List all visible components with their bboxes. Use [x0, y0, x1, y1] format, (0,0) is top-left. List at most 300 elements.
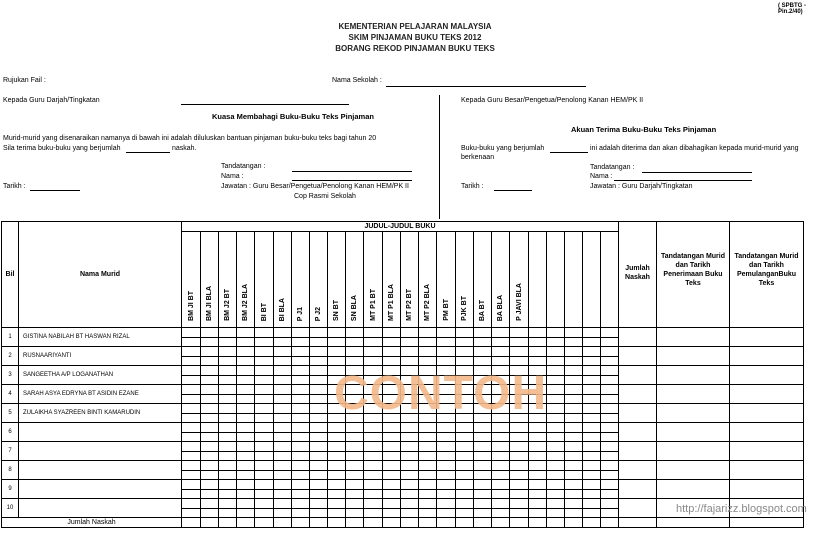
book-cell[interactable] — [492, 423, 510, 433]
book-cell[interactable] — [583, 433, 601, 442]
book-cell[interactable] — [456, 328, 474, 338]
book-cell[interactable] — [419, 490, 437, 499]
book-cell[interactable] — [292, 499, 310, 509]
jumlah-cell[interactable] — [619, 423, 657, 442]
book-cell[interactable] — [219, 490, 237, 499]
book-cell[interactable] — [182, 357, 201, 366]
book-cell[interactable] — [529, 490, 547, 499]
book-cell[interactable] — [437, 442, 456, 452]
book-cell[interactable] — [456, 433, 474, 442]
left-tandatangan-line[interactable] — [292, 171, 412, 172]
book-cell[interactable] — [510, 480, 529, 490]
footer-cell[interactable] — [419, 518, 437, 528]
book-cell[interactable] — [328, 509, 346, 518]
book-cell[interactable] — [437, 328, 456, 338]
book-cell[interactable] — [583, 423, 601, 433]
book-cell[interactable] — [401, 452, 419, 461]
book-cell[interactable] — [474, 347, 492, 357]
row-nama[interactable]: SANGEETHA A/P LOGANATHAN — [19, 366, 182, 385]
book-cell[interactable] — [510, 509, 529, 518]
book-cell[interactable] — [310, 338, 328, 347]
book-cell[interactable] — [274, 461, 292, 471]
book-cell[interactable] — [383, 328, 401, 338]
jumlah-cell[interactable] — [619, 480, 657, 499]
book-cell[interactable] — [274, 395, 292, 404]
book-cell[interactable] — [255, 490, 274, 499]
right-count-line[interactable] — [550, 152, 588, 153]
book-cell[interactable] — [601, 423, 619, 433]
book-cell[interactable] — [310, 433, 328, 442]
book-cell[interactable] — [456, 480, 474, 490]
book-cell[interactable] — [219, 366, 237, 376]
book-cell[interactable] — [383, 480, 401, 490]
book-cell[interactable] — [510, 433, 529, 442]
book-cell[interactable] — [255, 395, 274, 404]
book-cell[interactable] — [274, 366, 292, 376]
jumlah-cell[interactable] — [619, 347, 657, 366]
book-cell[interactable] — [328, 328, 346, 338]
tt-pulang-cell[interactable] — [730, 366, 804, 385]
footer-cell[interactable] — [456, 518, 474, 528]
book-cell[interactable] — [583, 357, 601, 366]
book-cell[interactable] — [474, 423, 492, 433]
book-cell[interactable] — [419, 328, 437, 338]
book-cell[interactable] — [274, 509, 292, 518]
book-cell[interactable] — [529, 357, 547, 366]
book-cell[interactable] — [601, 338, 619, 347]
book-cell[interactable] — [383, 423, 401, 433]
book-cell[interactable] — [255, 366, 274, 376]
book-cell[interactable] — [510, 452, 529, 461]
book-cell[interactable] — [401, 480, 419, 490]
book-cell[interactable] — [219, 509, 237, 518]
book-cell[interactable] — [255, 414, 274, 423]
book-cell[interactable] — [474, 509, 492, 518]
book-cell[interactable] — [492, 471, 510, 480]
book-cell[interactable] — [346, 357, 364, 366]
book-cell[interactable] — [292, 366, 310, 376]
book-cell[interactable] — [237, 366, 255, 376]
book-cell[interactable] — [529, 509, 547, 518]
book-cell[interactable] — [401, 442, 419, 452]
book-cell[interactable] — [310, 395, 328, 404]
jumlah-cell[interactable] — [619, 442, 657, 461]
book-cell[interactable] — [547, 490, 565, 499]
book-cell[interactable] — [328, 471, 346, 480]
book-cell[interactable] — [274, 433, 292, 442]
book-cell[interactable] — [292, 395, 310, 404]
book-cell[interactable] — [346, 480, 364, 490]
footer-cell[interactable] — [730, 518, 804, 528]
book-cell[interactable] — [601, 442, 619, 452]
book-cell[interactable] — [237, 471, 255, 480]
book-cell[interactable] — [383, 357, 401, 366]
book-cell[interactable] — [456, 461, 474, 471]
book-cell[interactable] — [565, 347, 583, 357]
footer-cell[interactable] — [346, 518, 364, 528]
book-cell[interactable] — [310, 385, 328, 395]
book-cell[interactable] — [456, 423, 474, 433]
book-cell[interactable] — [601, 414, 619, 423]
book-cell[interactable] — [529, 442, 547, 452]
book-cell[interactable] — [292, 357, 310, 366]
book-cell[interactable] — [547, 414, 565, 423]
book-cell[interactable] — [383, 442, 401, 452]
book-cell[interactable] — [346, 471, 364, 480]
book-cell[interactable] — [474, 490, 492, 499]
book-cell[interactable] — [274, 471, 292, 480]
row-nama[interactable] — [19, 499, 182, 518]
book-cell[interactable] — [419, 347, 437, 357]
book-cell[interactable] — [547, 385, 565, 395]
book-cell[interactable] — [437, 471, 456, 480]
book-cell[interactable] — [346, 442, 364, 452]
book-cell[interactable] — [510, 423, 529, 433]
book-cell[interactable] — [474, 433, 492, 442]
right-tarikh-line[interactable] — [494, 190, 532, 191]
left-count-line[interactable] — [126, 152, 170, 153]
book-cell[interactable] — [547, 461, 565, 471]
book-cell[interactable] — [255, 499, 274, 509]
row-nama[interactable]: SARAH ASYA EDRYNA BT ASIDIN EZANE — [19, 385, 182, 404]
book-cell[interactable] — [547, 471, 565, 480]
book-cell[interactable] — [255, 509, 274, 518]
book-cell[interactable] — [182, 395, 201, 404]
book-cell[interactable] — [364, 338, 383, 347]
book-cell[interactable] — [310, 404, 328, 414]
book-cell[interactable] — [328, 490, 346, 499]
book-cell[interactable] — [237, 347, 255, 357]
book-cell[interactable] — [529, 471, 547, 480]
book-cell[interactable] — [529, 423, 547, 433]
tt-pulang-cell[interactable] — [730, 461, 804, 480]
book-cell[interactable] — [364, 461, 383, 471]
book-cell[interactable] — [474, 471, 492, 480]
book-cell[interactable] — [437, 461, 456, 471]
book-cell[interactable] — [274, 376, 292, 385]
tt-terima-cell[interactable] — [657, 423, 730, 442]
book-cell[interactable] — [401, 347, 419, 357]
book-cell[interactable] — [437, 509, 456, 518]
book-cell[interactable] — [201, 471, 219, 480]
tt-terima-cell[interactable] — [657, 385, 730, 404]
book-cell[interactable] — [583, 366, 601, 376]
book-cell[interactable] — [547, 357, 565, 366]
book-cell[interactable] — [401, 471, 419, 480]
left-to-line[interactable] — [181, 104, 349, 105]
book-cell[interactable] — [182, 404, 201, 414]
book-cell[interactable] — [364, 509, 383, 518]
book-cell[interactable] — [419, 509, 437, 518]
book-cell[interactable] — [201, 357, 219, 366]
book-cell[interactable] — [310, 347, 328, 357]
book-cell[interactable] — [219, 338, 237, 347]
book-cell[interactable] — [364, 499, 383, 509]
book-cell[interactable] — [565, 338, 583, 347]
book-cell[interactable] — [292, 347, 310, 357]
book-cell[interactable] — [565, 423, 583, 433]
book-cell[interactable] — [201, 499, 219, 509]
book-cell[interactable] — [237, 499, 255, 509]
jumlah-cell[interactable] — [619, 404, 657, 423]
book-cell[interactable] — [547, 433, 565, 442]
book-cell[interactable] — [565, 471, 583, 480]
book-cell[interactable] — [219, 433, 237, 442]
row-nama[interactable] — [19, 480, 182, 499]
book-cell[interactable] — [583, 376, 601, 385]
book-cell[interactable] — [529, 499, 547, 509]
book-cell[interactable] — [456, 347, 474, 357]
book-cell[interactable] — [364, 452, 383, 461]
book-cell[interactable] — [510, 499, 529, 509]
jumlah-cell[interactable] — [619, 328, 657, 347]
book-cell[interactable] — [583, 385, 601, 395]
book-cell[interactable] — [328, 433, 346, 442]
book-cell[interactable] — [401, 490, 419, 499]
footer-cell[interactable] — [583, 518, 601, 528]
book-cell[interactable] — [274, 490, 292, 499]
book-cell[interactable] — [456, 499, 474, 509]
book-cell[interactable] — [346, 328, 364, 338]
book-cell[interactable] — [510, 347, 529, 357]
book-cell[interactable] — [292, 414, 310, 423]
book-cell[interactable] — [182, 414, 201, 423]
book-cell[interactable] — [310, 376, 328, 385]
book-cell[interactable] — [255, 423, 274, 433]
book-cell[interactable] — [274, 404, 292, 414]
book-cell[interactable] — [547, 442, 565, 452]
book-cell[interactable] — [565, 414, 583, 423]
book-cell[interactable] — [310, 509, 328, 518]
book-cell[interactable] — [201, 490, 219, 499]
book-cell[interactable] — [401, 499, 419, 509]
book-cell[interactable] — [419, 442, 437, 452]
book-cell[interactable] — [437, 433, 456, 442]
footer-cell[interactable] — [328, 518, 346, 528]
book-cell[interactable] — [456, 509, 474, 518]
book-cell[interactable] — [601, 471, 619, 480]
book-cell[interactable] — [601, 499, 619, 509]
tt-pulang-cell[interactable] — [730, 404, 804, 423]
book-cell[interactable] — [237, 480, 255, 490]
book-cell[interactable] — [601, 328, 619, 338]
book-cell[interactable] — [601, 509, 619, 518]
book-cell[interactable] — [419, 357, 437, 366]
book-cell[interactable] — [182, 509, 201, 518]
book-cell[interactable] — [601, 461, 619, 471]
book-cell[interactable] — [201, 404, 219, 414]
book-cell[interactable] — [201, 433, 219, 442]
book-cell[interactable] — [274, 423, 292, 433]
footer-cell[interactable] — [310, 518, 328, 528]
book-cell[interactable] — [219, 452, 237, 461]
book-cell[interactable] — [255, 433, 274, 442]
book-cell[interactable] — [292, 452, 310, 461]
book-cell[interactable] — [346, 452, 364, 461]
book-cell[interactable] — [201, 423, 219, 433]
book-cell[interactable] — [474, 442, 492, 452]
book-cell[interactable] — [565, 328, 583, 338]
book-cell[interactable] — [292, 509, 310, 518]
book-cell[interactable] — [456, 357, 474, 366]
book-cell[interactable] — [419, 452, 437, 461]
book-cell[interactable] — [255, 452, 274, 461]
book-cell[interactable] — [328, 480, 346, 490]
book-cell[interactable] — [510, 471, 529, 480]
tt-terima-cell[interactable] — [657, 404, 730, 423]
book-cell[interactable] — [182, 385, 201, 395]
book-cell[interactable] — [237, 385, 255, 395]
book-cell[interactable] — [328, 499, 346, 509]
tt-terima-cell[interactable] — [657, 461, 730, 480]
book-cell[interactable] — [565, 499, 583, 509]
tt-terima-cell[interactable] — [657, 366, 730, 385]
book-cell[interactable] — [219, 480, 237, 490]
book-cell[interactable] — [237, 423, 255, 433]
book-cell[interactable] — [601, 452, 619, 461]
book-cell[interactable] — [182, 347, 201, 357]
nama-sekolah-line[interactable] — [386, 86, 586, 87]
book-cell[interactable] — [583, 490, 601, 499]
book-cell[interactable] — [182, 452, 201, 461]
book-cell[interactable] — [182, 376, 201, 385]
book-cell[interactable] — [292, 442, 310, 452]
book-cell[interactable] — [492, 328, 510, 338]
footer-cell[interactable] — [401, 518, 419, 528]
row-nama[interactable]: RUSNAARIYANTI — [19, 347, 182, 366]
book-cell[interactable] — [274, 357, 292, 366]
book-cell[interactable] — [565, 452, 583, 461]
book-cell[interactable] — [474, 499, 492, 509]
book-cell[interactable] — [583, 452, 601, 461]
book-cell[interactable] — [292, 328, 310, 338]
book-cell[interactable] — [492, 357, 510, 366]
book-cell[interactable] — [474, 357, 492, 366]
book-cell[interactable] — [182, 366, 201, 376]
book-cell[interactable] — [346, 423, 364, 433]
book-cell[interactable] — [219, 461, 237, 471]
book-cell[interactable] — [583, 328, 601, 338]
book-cell[interactable] — [492, 347, 510, 357]
book-cell[interactable] — [437, 357, 456, 366]
book-cell[interactable] — [601, 433, 619, 442]
book-cell[interactable] — [401, 509, 419, 518]
book-cell[interactable] — [328, 452, 346, 461]
book-cell[interactable] — [583, 414, 601, 423]
book-cell[interactable] — [492, 509, 510, 518]
book-cell[interactable] — [401, 461, 419, 471]
footer-cell[interactable] — [364, 518, 383, 528]
book-cell[interactable] — [601, 480, 619, 490]
book-cell[interactable] — [565, 385, 583, 395]
book-cell[interactable] — [310, 442, 328, 452]
book-cell[interactable] — [565, 404, 583, 414]
book-cell[interactable] — [364, 347, 383, 357]
book-cell[interactable] — [237, 395, 255, 404]
left-tarikh-line[interactable] — [30, 190, 80, 191]
book-cell[interactable] — [601, 347, 619, 357]
book-cell[interactable] — [237, 414, 255, 423]
book-cell[interactable] — [255, 480, 274, 490]
book-cell[interactable] — [456, 452, 474, 461]
book-cell[interactable] — [565, 461, 583, 471]
book-cell[interactable] — [201, 395, 219, 404]
row-nama[interactable] — [19, 442, 182, 461]
book-cell[interactable] — [201, 338, 219, 347]
book-cell[interactable] — [419, 499, 437, 509]
book-cell[interactable] — [292, 423, 310, 433]
book-cell[interactable] — [346, 338, 364, 347]
book-cell[interactable] — [292, 385, 310, 395]
book-cell[interactable] — [492, 490, 510, 499]
footer-cell[interactable] — [619, 518, 657, 528]
book-cell[interactable] — [237, 442, 255, 452]
book-cell[interactable] — [292, 490, 310, 499]
book-cell[interactable] — [182, 499, 201, 509]
book-cell[interactable] — [274, 414, 292, 423]
book-cell[interactable] — [474, 480, 492, 490]
tt-pulang-cell[interactable] — [730, 423, 804, 442]
footer-cell[interactable] — [437, 518, 456, 528]
book-cell[interactable] — [274, 347, 292, 357]
book-cell[interactable] — [328, 442, 346, 452]
book-cell[interactable] — [474, 461, 492, 471]
book-cell[interactable] — [292, 376, 310, 385]
book-cell[interactable] — [510, 338, 529, 347]
book-cell[interactable] — [547, 499, 565, 509]
left-nama-line[interactable] — [292, 180, 412, 181]
book-cell[interactable] — [346, 433, 364, 442]
book-cell[interactable] — [255, 328, 274, 338]
book-cell[interactable] — [583, 471, 601, 480]
book-cell[interactable] — [255, 385, 274, 395]
book-cell[interactable] — [383, 509, 401, 518]
footer-cell[interactable] — [383, 518, 401, 528]
book-cell[interactable] — [255, 461, 274, 471]
book-cell[interactable] — [383, 461, 401, 471]
book-cell[interactable] — [292, 480, 310, 490]
tt-pulang-cell[interactable] — [730, 385, 804, 404]
book-cell[interactable] — [529, 461, 547, 471]
book-cell[interactable] — [456, 490, 474, 499]
book-cell[interactable] — [419, 423, 437, 433]
book-cell[interactable] — [219, 404, 237, 414]
jumlah-cell[interactable] — [619, 385, 657, 404]
book-cell[interactable] — [583, 461, 601, 471]
book-cell[interactable] — [547, 452, 565, 461]
book-cell[interactable] — [547, 366, 565, 376]
book-cell[interactable] — [292, 471, 310, 480]
book-cell[interactable] — [565, 509, 583, 518]
book-cell[interactable] — [474, 328, 492, 338]
book-cell[interactable] — [547, 395, 565, 404]
book-cell[interactable] — [383, 338, 401, 347]
book-cell[interactable] — [364, 328, 383, 338]
tt-terima-cell[interactable] — [657, 328, 730, 347]
book-cell[interactable] — [529, 433, 547, 442]
book-cell[interactable] — [601, 490, 619, 499]
book-cell[interactable] — [182, 423, 201, 433]
book-cell[interactable] — [346, 347, 364, 357]
book-cell[interactable] — [529, 347, 547, 357]
book-cell[interactable] — [383, 433, 401, 442]
book-cell[interactable] — [601, 376, 619, 385]
book-cell[interactable] — [401, 328, 419, 338]
book-cell[interactable] — [201, 442, 219, 452]
book-cell[interactable] — [182, 328, 201, 338]
book-cell[interactable] — [474, 452, 492, 461]
book-cell[interactable] — [383, 490, 401, 499]
